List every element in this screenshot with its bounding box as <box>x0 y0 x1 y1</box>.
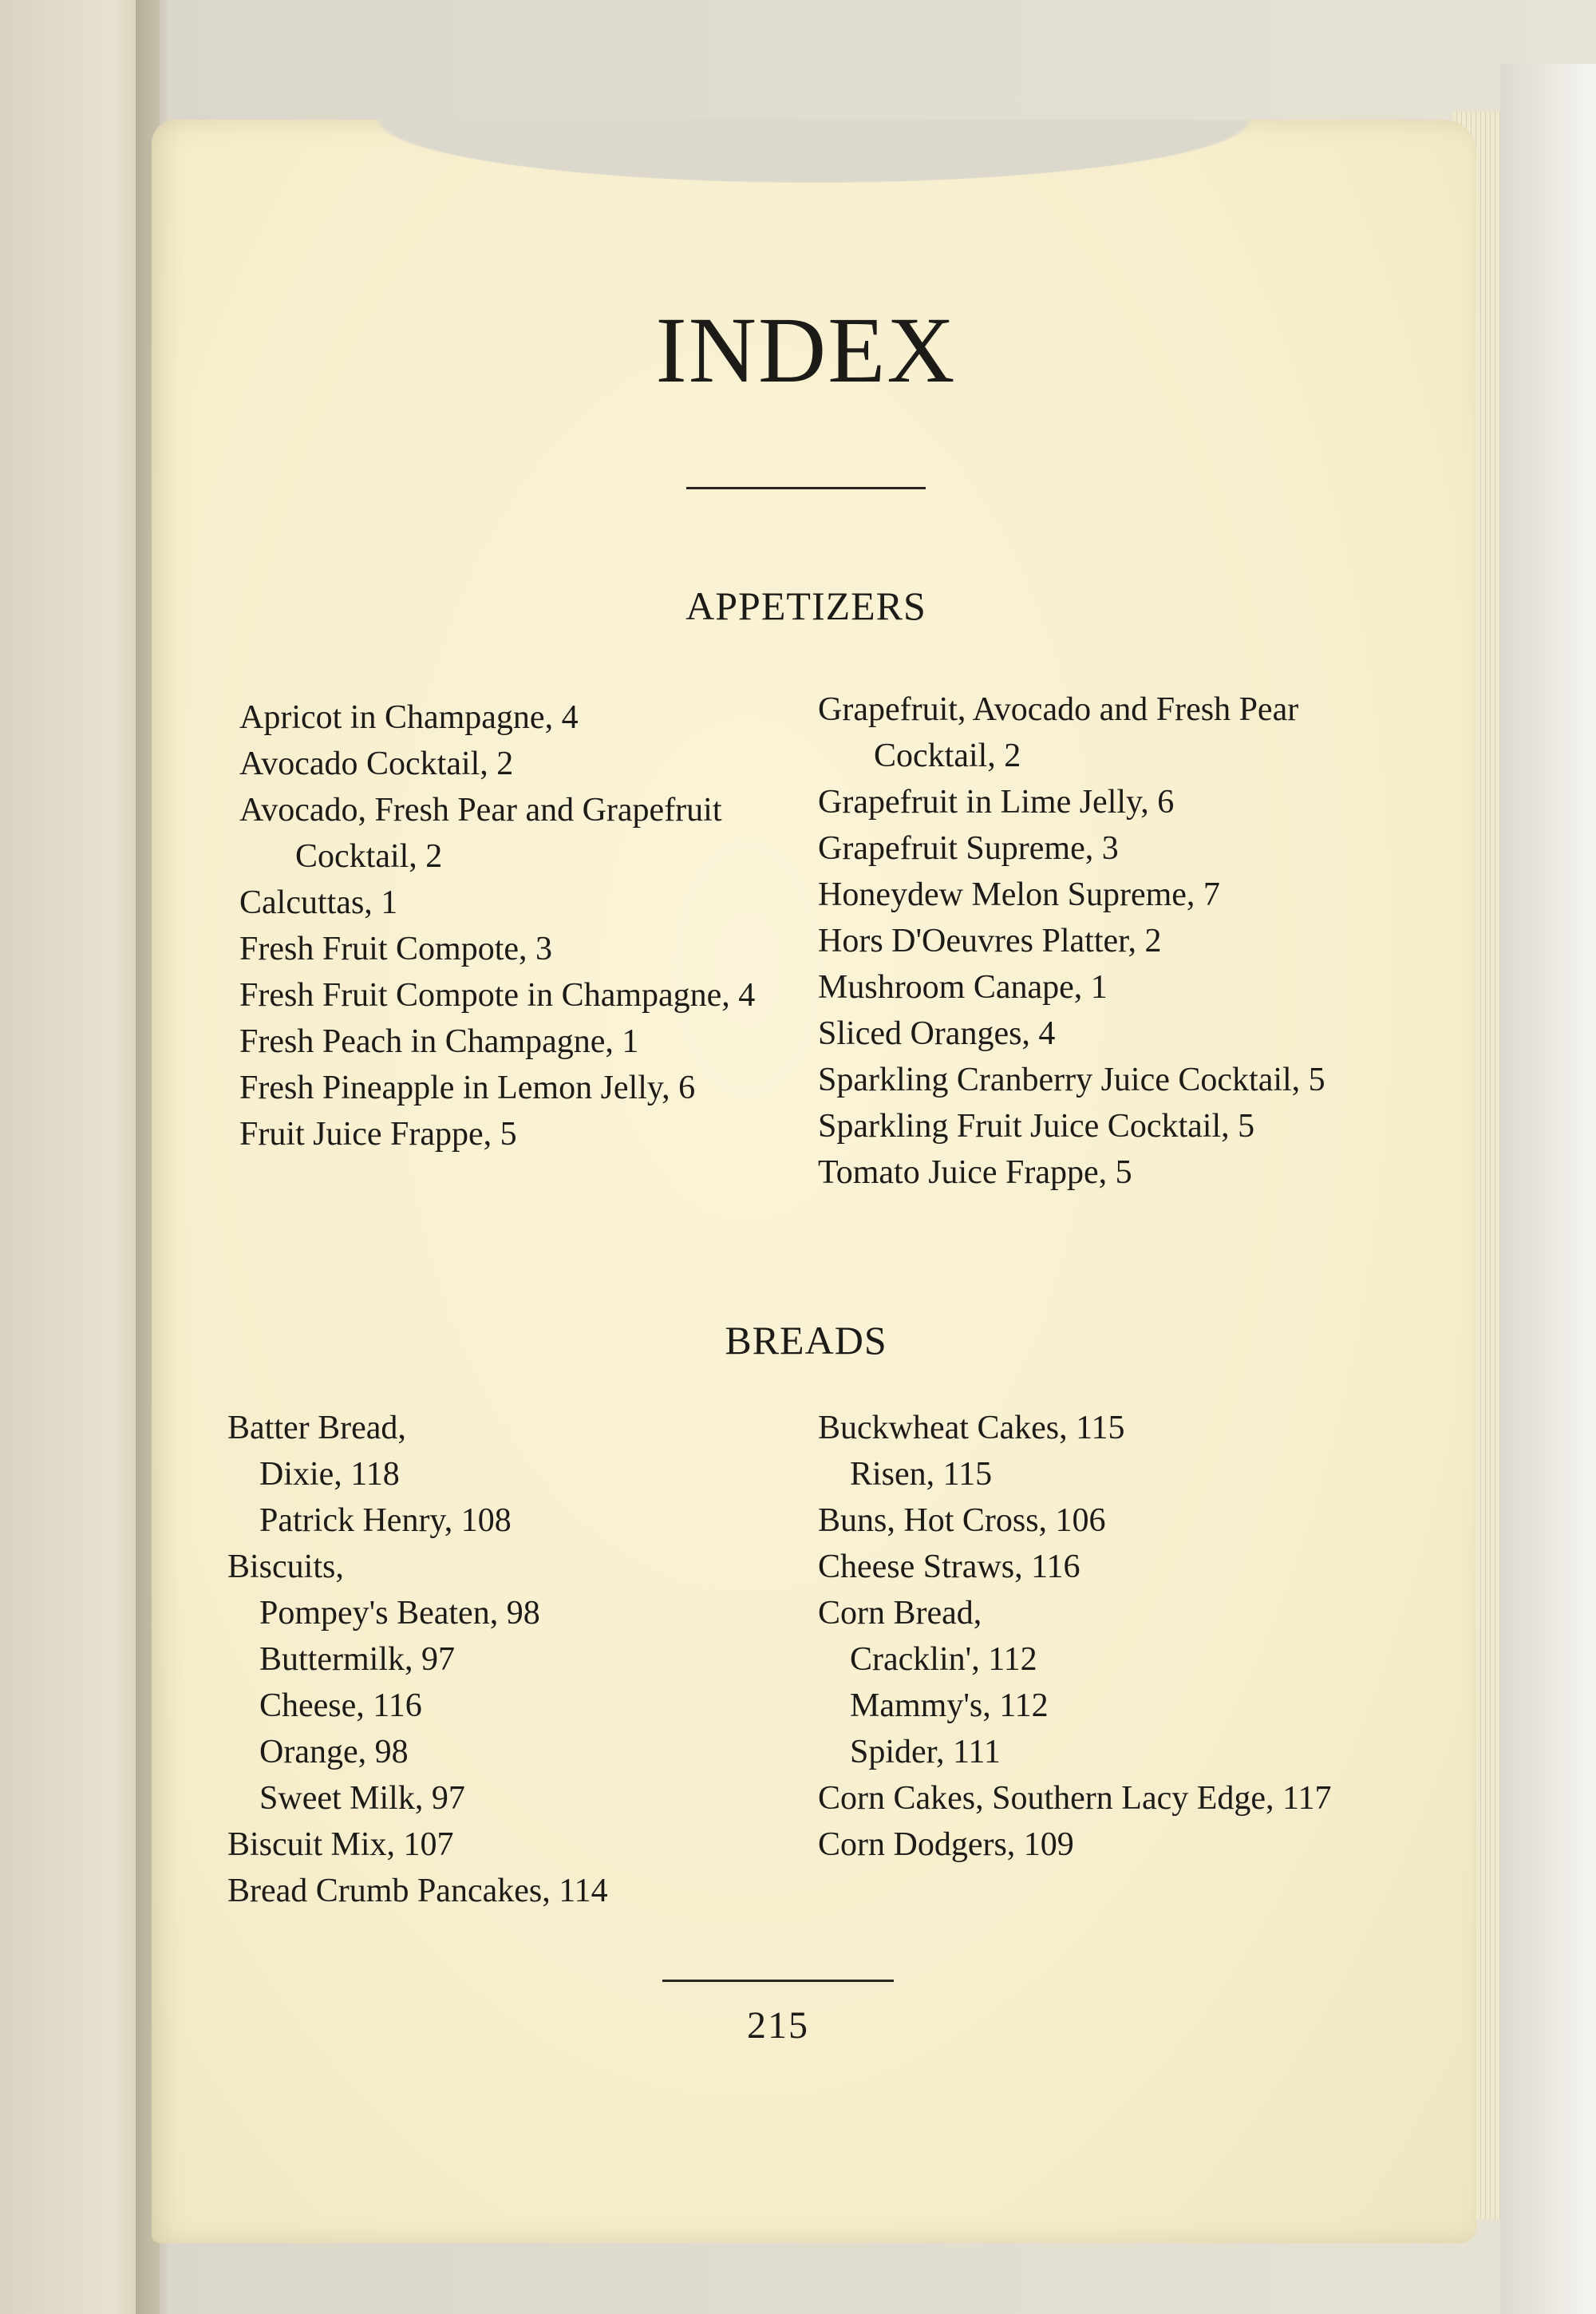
index-entry: Buttermilk, 97 <box>259 1641 455 1678</box>
index-entry: Mushroom Canape, 1 <box>818 969 1108 1006</box>
index-entry: Cheese, 116 <box>259 1687 422 1724</box>
index-entry: Spider, 111 <box>850 1734 1001 1770</box>
index-entry: Batter Bread, <box>227 1410 406 1446</box>
index-entry: Sliced Oranges, 4 <box>818 1015 1056 1052</box>
index-entry: Cheese Straws, 116 <box>818 1549 1080 1585</box>
breads-right-column <box>818 1405 1424 1868</box>
index-entry: Fresh Fruit Compote, 3 <box>239 931 553 967</box>
title-rule <box>686 487 926 489</box>
index-entry: Patrick Henry, 108 <box>259 1502 512 1539</box>
index-entry: Avocado, Fresh Pear and Grapefruit Cocktail, 2 <box>239 792 722 875</box>
index-entry: Risen, 115 <box>850 1456 993 1493</box>
appetizers-left-column <box>239 694 830 1157</box>
page-title: INDEX <box>655 298 957 402</box>
index-entry: Fresh Fruit Compote in Champagne, 4 <box>239 977 756 1014</box>
index-entry: Corn Dodgers, 109 <box>818 1826 1074 1863</box>
index-page <box>152 120 1476 2243</box>
index-entry: Bread Crumb Pancakes, 114 <box>227 1873 608 1909</box>
page-content <box>152 120 1476 2243</box>
index-entry: Sparkling Cranberry Juice Cocktail, 5 <box>818 1062 1325 1098</box>
page-number: 215 <box>747 2004 809 2047</box>
page-top-curve <box>152 120 1476 247</box>
index-entry: Corn Bread, <box>818 1595 982 1632</box>
index-entry: Calcuttas, 1 <box>239 884 398 921</box>
index-entry: Sweet Milk, 97 <box>259 1780 465 1817</box>
index-entry: Grapefruit in Lime Jelly, 6 <box>818 784 1175 821</box>
index-entry: Sparkling Fruit Juice Cocktail, 5 <box>818 1108 1255 1145</box>
index-entry: Grapefruit, Avocado and Fresh Pear Cocktail, 2 <box>818 691 1299 774</box>
index-entry: Avocado Cocktail, 2 <box>239 746 514 782</box>
index-entry: Orange, 98 <box>259 1734 409 1770</box>
section-heading-breads: BREADS <box>725 1318 887 1363</box>
breads-left-column <box>227 1405 818 1914</box>
index-entry: Fresh Pineapple in Lemon Jelly, 6 <box>239 1070 696 1106</box>
index-entry: Buckwheat Cakes, 115 <box>818 1410 1125 1446</box>
index-entry: Pompey's Beaten, 98 <box>259 1595 540 1632</box>
appetizers-right-column <box>818 686 1424 1196</box>
index-entry: Buns, Hot Cross, 106 <box>818 1502 1106 1539</box>
index-entry: Biscuit Mix, 107 <box>227 1826 454 1863</box>
index-entry: Grapefruit Supreme, 3 <box>818 830 1119 867</box>
index-entry: Mammy's, 112 <box>850 1687 1049 1724</box>
footer-rule <box>662 1980 894 1982</box>
index-entry: Cracklin', 112 <box>850 1641 1037 1678</box>
index-entry: Hors D'Oeuvres Platter, 2 <box>818 923 1162 959</box>
index-entry: Biscuits, <box>227 1549 344 1585</box>
index-entry: Tomato Juice Frappe, 5 <box>818 1154 1132 1191</box>
index-entry: Fruit Juice Frappe, 5 <box>239 1116 517 1153</box>
index-entry: Corn Cakes, Southern Lacy Edge, 117 <box>818 1780 1332 1817</box>
index-entry: Fresh Peach in Champagne, 1 <box>239 1023 639 1060</box>
section-heading-appetizers: APPETIZERS <box>685 583 926 628</box>
index-entry: Apricot in Champagne, 4 <box>239 699 579 736</box>
index-entry: Honeydew Melon Supreme, 7 <box>818 876 1220 913</box>
index-entry: Dixie, 118 <box>259 1456 400 1493</box>
book-cover-edge <box>1500 64 1596 2314</box>
